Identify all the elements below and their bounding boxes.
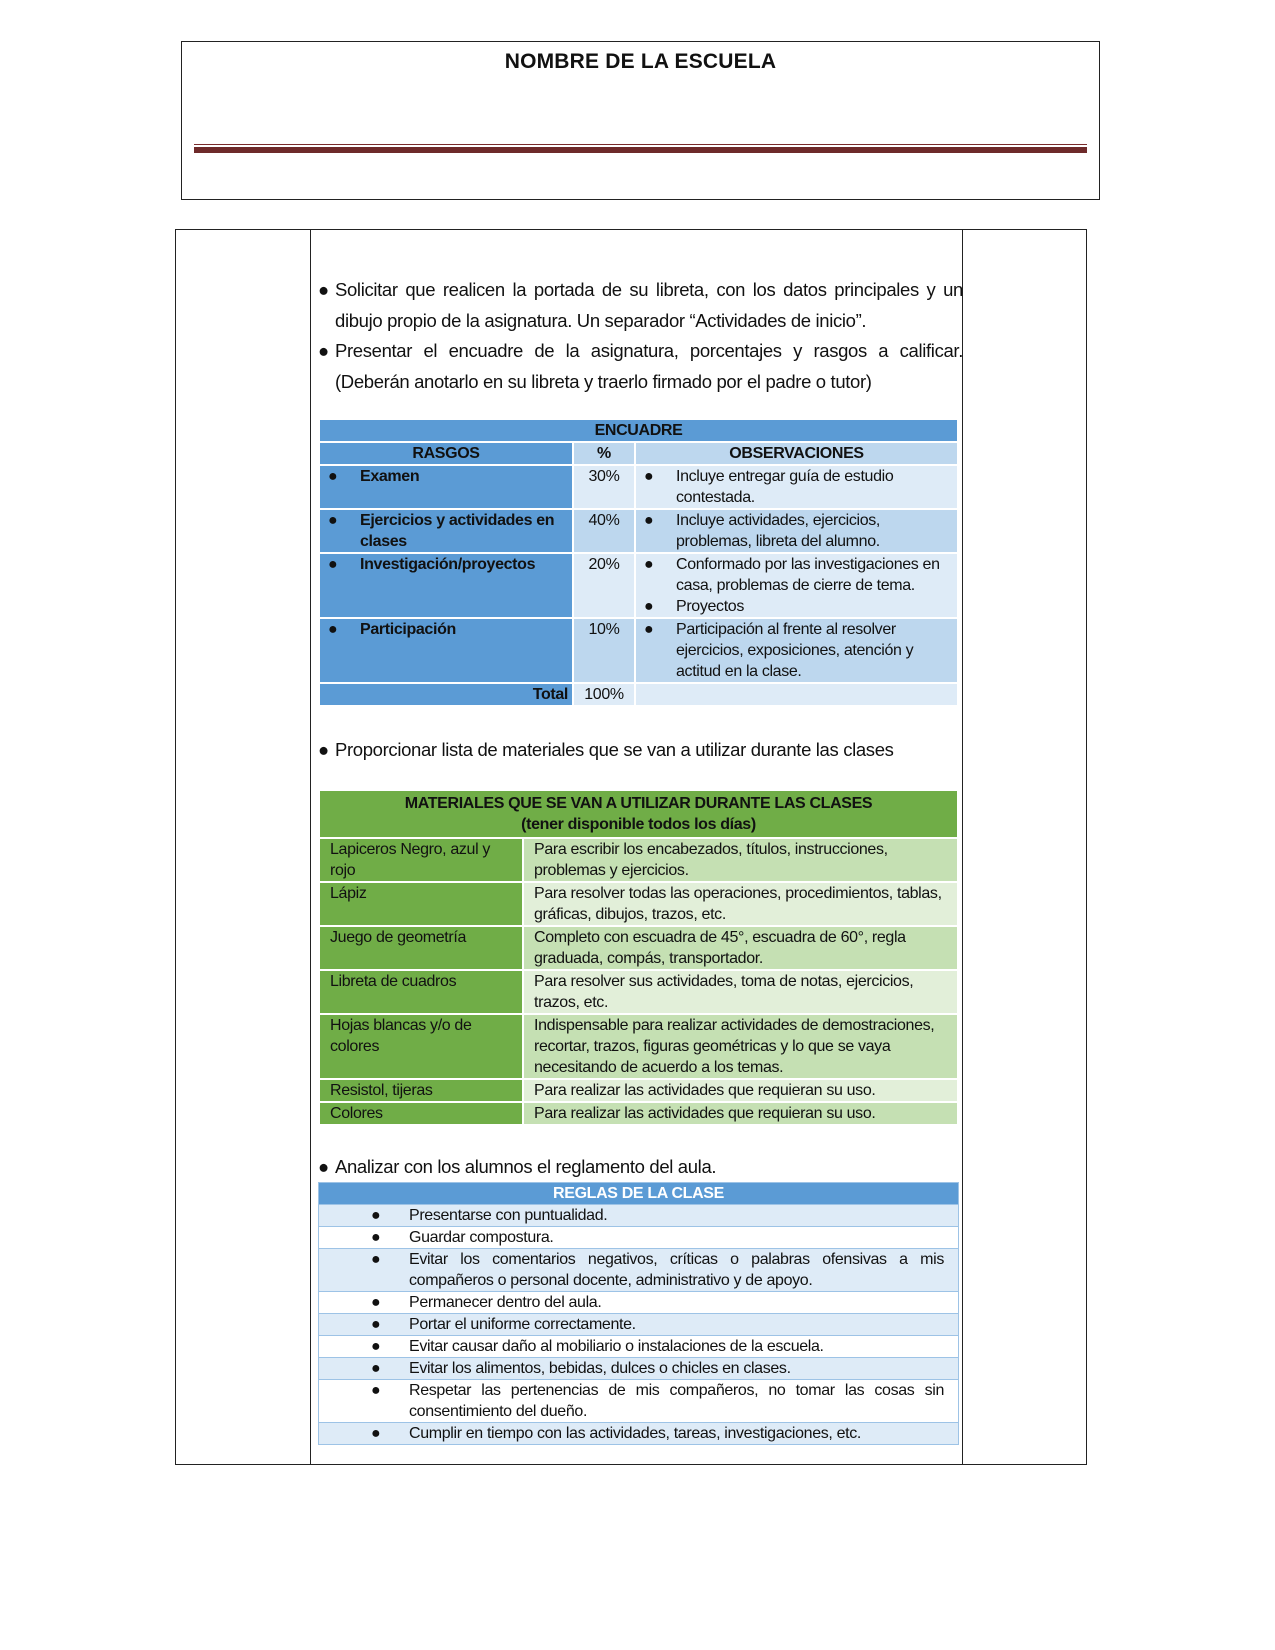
material-description: Completo con escuadra de 45°, escuadra de 60°, regla graduada, compás, transportador. bbox=[523, 926, 958, 970]
observation-text: Conformado por las investigaciones en casa, problemas de cierre de tema. bbox=[676, 556, 940, 594]
material-description: Para resolver todas las operaciones, procedimientos, tablas, gráficas, dibujos, trazos, etc. bbox=[523, 882, 958, 926]
bullet-icon: ● bbox=[328, 468, 338, 485]
observation-text: Incluye actividades, ejercicios, problemas, libreta del alumno. bbox=[676, 512, 881, 550]
table-row bbox=[319, 618, 958, 683]
material-item: Lapiceros Negro, azul y rojo bbox=[319, 838, 523, 882]
rasgo-label: Participación bbox=[360, 621, 456, 638]
materiales-title-line1: MATERIALES QUE SE VAN A UTILIZAR DURANTE LAS CLASES bbox=[404, 794, 873, 812]
bullet-icon: ● bbox=[318, 1155, 329, 1177]
bullet-icon: ● bbox=[371, 1338, 381, 1355]
total-row bbox=[319, 683, 958, 706]
header-observaciones: OBSERVACIONES bbox=[635, 442, 958, 465]
material-description: Para realizar las actividades que requieran su uso. bbox=[523, 1079, 958, 1102]
bullet-icon: ● bbox=[371, 1229, 381, 1246]
material-item: Libreta de cuadros bbox=[319, 970, 523, 1014]
table-row bbox=[319, 882, 958, 926]
activities-column bbox=[318, 275, 963, 1445]
rule-row bbox=[319, 1249, 959, 1292]
total-value: 100% bbox=[573, 683, 635, 706]
material-description: Para realizar las actividades que requieran su uso. bbox=[523, 1102, 958, 1125]
activity-text: Analizar con los alumnos el reglamento del aula. bbox=[335, 1155, 717, 1177]
total-label: Total bbox=[319, 683, 573, 706]
bullet-icon: ● bbox=[644, 621, 654, 638]
rule-text: Portar el uniforme correctamente. bbox=[409, 1316, 636, 1333]
reglas-title: REGLAS DE LA CLASE bbox=[319, 1183, 959, 1205]
rasgo-cell bbox=[319, 553, 573, 618]
rule-text: Respetar las pertenencias de mis compañeros, no tomar las cosas sin consentimiento del dueño. bbox=[409, 1382, 944, 1420]
rule-text: Presentarse con puntualidad. bbox=[409, 1207, 608, 1224]
rule-text: Evitar causar daño al mobiliario o instalaciones de la escuela. bbox=[409, 1338, 824, 1355]
activity-text: Proporcionar lista de materiales que se van a utilizar durante las clases bbox=[335, 739, 894, 760]
materiales-title bbox=[319, 790, 958, 838]
total-empty-cell bbox=[635, 683, 958, 706]
bullet-icon: ● bbox=[644, 512, 654, 529]
table-row bbox=[319, 465, 958, 509]
bullet-icon: ● bbox=[371, 1207, 381, 1224]
material-item: Colores bbox=[319, 1102, 523, 1125]
reglas-table bbox=[318, 1182, 959, 1445]
rule-text: Permanecer dentro del aula. bbox=[409, 1294, 602, 1311]
rule-row bbox=[319, 1358, 959, 1380]
materiales-title-line2: (tener disponible todos los días) bbox=[521, 815, 756, 833]
bullet-icon: ● bbox=[371, 1316, 381, 1333]
school-header bbox=[181, 41, 1100, 200]
observation-text: Participación al frente al resolver ejercicios, exposiciones, atención y actitud en la clase. bbox=[676, 621, 914, 680]
table-row bbox=[319, 509, 958, 553]
material-description: Para escribir los encabezados, títulos, instrucciones, problemas y ejercicios. bbox=[523, 838, 958, 882]
observation-text: Incluye entregar guía de estudio contestada. bbox=[676, 468, 894, 506]
bullet-icon: ● bbox=[371, 1382, 381, 1399]
rule-row bbox=[319, 1423, 959, 1445]
observation-text: Proyectos bbox=[676, 598, 744, 615]
percent-cell: 40% bbox=[573, 509, 635, 553]
material-description: Indispensable para realizar actividades de demostraciones, recortar, trazos, figuras geométricas y lo que se vaya necesitando de acuerdo a los temas. bbox=[523, 1014, 958, 1079]
encuadre-table bbox=[318, 418, 959, 707]
activity-text: Solicitar que realicen la portada de su libreta, con los datos principales y un dibujo propio de la asignatura. Un separador “Actividades de inicio”. bbox=[335, 279, 963, 331]
rasgo-cell bbox=[319, 618, 573, 683]
table-row bbox=[319, 1014, 958, 1079]
bullet-icon: ● bbox=[644, 468, 654, 485]
observation-cell bbox=[635, 465, 958, 509]
activity-paragraph bbox=[318, 336, 963, 397]
rasgo-label: Investigación/proyectos bbox=[360, 556, 536, 573]
rule-row bbox=[319, 1336, 959, 1358]
material-item: Lápiz bbox=[319, 882, 523, 926]
rule-text: Guardar compostura. bbox=[409, 1229, 554, 1246]
activity-paragraph bbox=[318, 275, 963, 336]
bullet-icon: ● bbox=[328, 556, 338, 573]
header-percent: % bbox=[573, 442, 635, 465]
material-item: Juego de geometría bbox=[319, 926, 523, 970]
bullet-icon: ● bbox=[318, 340, 329, 361]
column-divider-left bbox=[310, 230, 311, 1464]
table-row bbox=[319, 1102, 958, 1125]
bullet-icon: ● bbox=[644, 598, 654, 615]
header-divider-thin bbox=[194, 144, 1087, 145]
activity-paragraph bbox=[318, 1152, 963, 1183]
percent-cell: 20% bbox=[573, 553, 635, 618]
table-row bbox=[319, 553, 958, 618]
rasgo-cell bbox=[319, 465, 573, 509]
rasgo-label: Examen bbox=[360, 468, 420, 485]
percent-cell: 30% bbox=[573, 465, 635, 509]
table-row bbox=[319, 838, 958, 882]
observation-cell bbox=[635, 509, 958, 553]
rule-text: Cumplir en tiempo con las actividades, tareas, investigaciones, etc. bbox=[409, 1425, 861, 1442]
material-description: Para resolver sus actividades, toma de notas, ejercicios, trazos, etc. bbox=[523, 970, 958, 1014]
bullet-icon: ● bbox=[371, 1360, 381, 1377]
bullet-icon: ● bbox=[644, 556, 654, 573]
rule-row bbox=[319, 1205, 959, 1227]
bullet-icon: ● bbox=[328, 512, 338, 529]
bullet-icon: ● bbox=[318, 279, 329, 300]
bullet-icon: ● bbox=[318, 739, 329, 760]
rasgo-cell bbox=[319, 509, 573, 553]
percent-cell: 10% bbox=[573, 618, 635, 683]
encuadre-title: ENCUADRE bbox=[319, 419, 958, 442]
rule-row bbox=[319, 1227, 959, 1249]
rule-row bbox=[319, 1314, 959, 1336]
material-item: Hojas blancas y/o de colores bbox=[319, 1014, 523, 1079]
bullet-icon: ● bbox=[328, 621, 338, 638]
material-item: Resistol, tijeras bbox=[319, 1079, 523, 1102]
table-row bbox=[319, 1079, 958, 1102]
activity-text: Presentar el encuadre de la asignatura, porcentajes y rasgos a calificar. (Deberán anotarlo en su libreta y traerlo firmado por el padre o tutor) bbox=[335, 340, 963, 392]
table-row bbox=[319, 970, 958, 1014]
school-name: NOMBRE DE LA ESCUELA bbox=[504, 50, 777, 73]
materiales-table bbox=[318, 789, 959, 1126]
rule-row bbox=[319, 1292, 959, 1314]
rule-row bbox=[319, 1380, 959, 1423]
rule-text: Evitar los alimentos, bebidas, dulces o chicles en clases. bbox=[409, 1360, 791, 1377]
observation-cell bbox=[635, 618, 958, 683]
rasgo-label: Ejercicios y actividades en clases bbox=[360, 512, 555, 550]
bullet-icon: ● bbox=[371, 1294, 381, 1311]
bullet-icon: ● bbox=[371, 1425, 381, 1442]
header-divider-thick bbox=[194, 147, 1087, 153]
bullet-icon: ● bbox=[371, 1251, 381, 1268]
table-row bbox=[319, 926, 958, 970]
header-rasgos: RASGOS bbox=[319, 442, 573, 465]
observation-cell bbox=[635, 553, 958, 618]
rule-text: Evitar los comentarios negativos, críticas o palabras ofensivas a mis compañeros o personal docente, administrativo y de apoyo. bbox=[409, 1251, 944, 1289]
activity-paragraph bbox=[318, 735, 963, 766]
